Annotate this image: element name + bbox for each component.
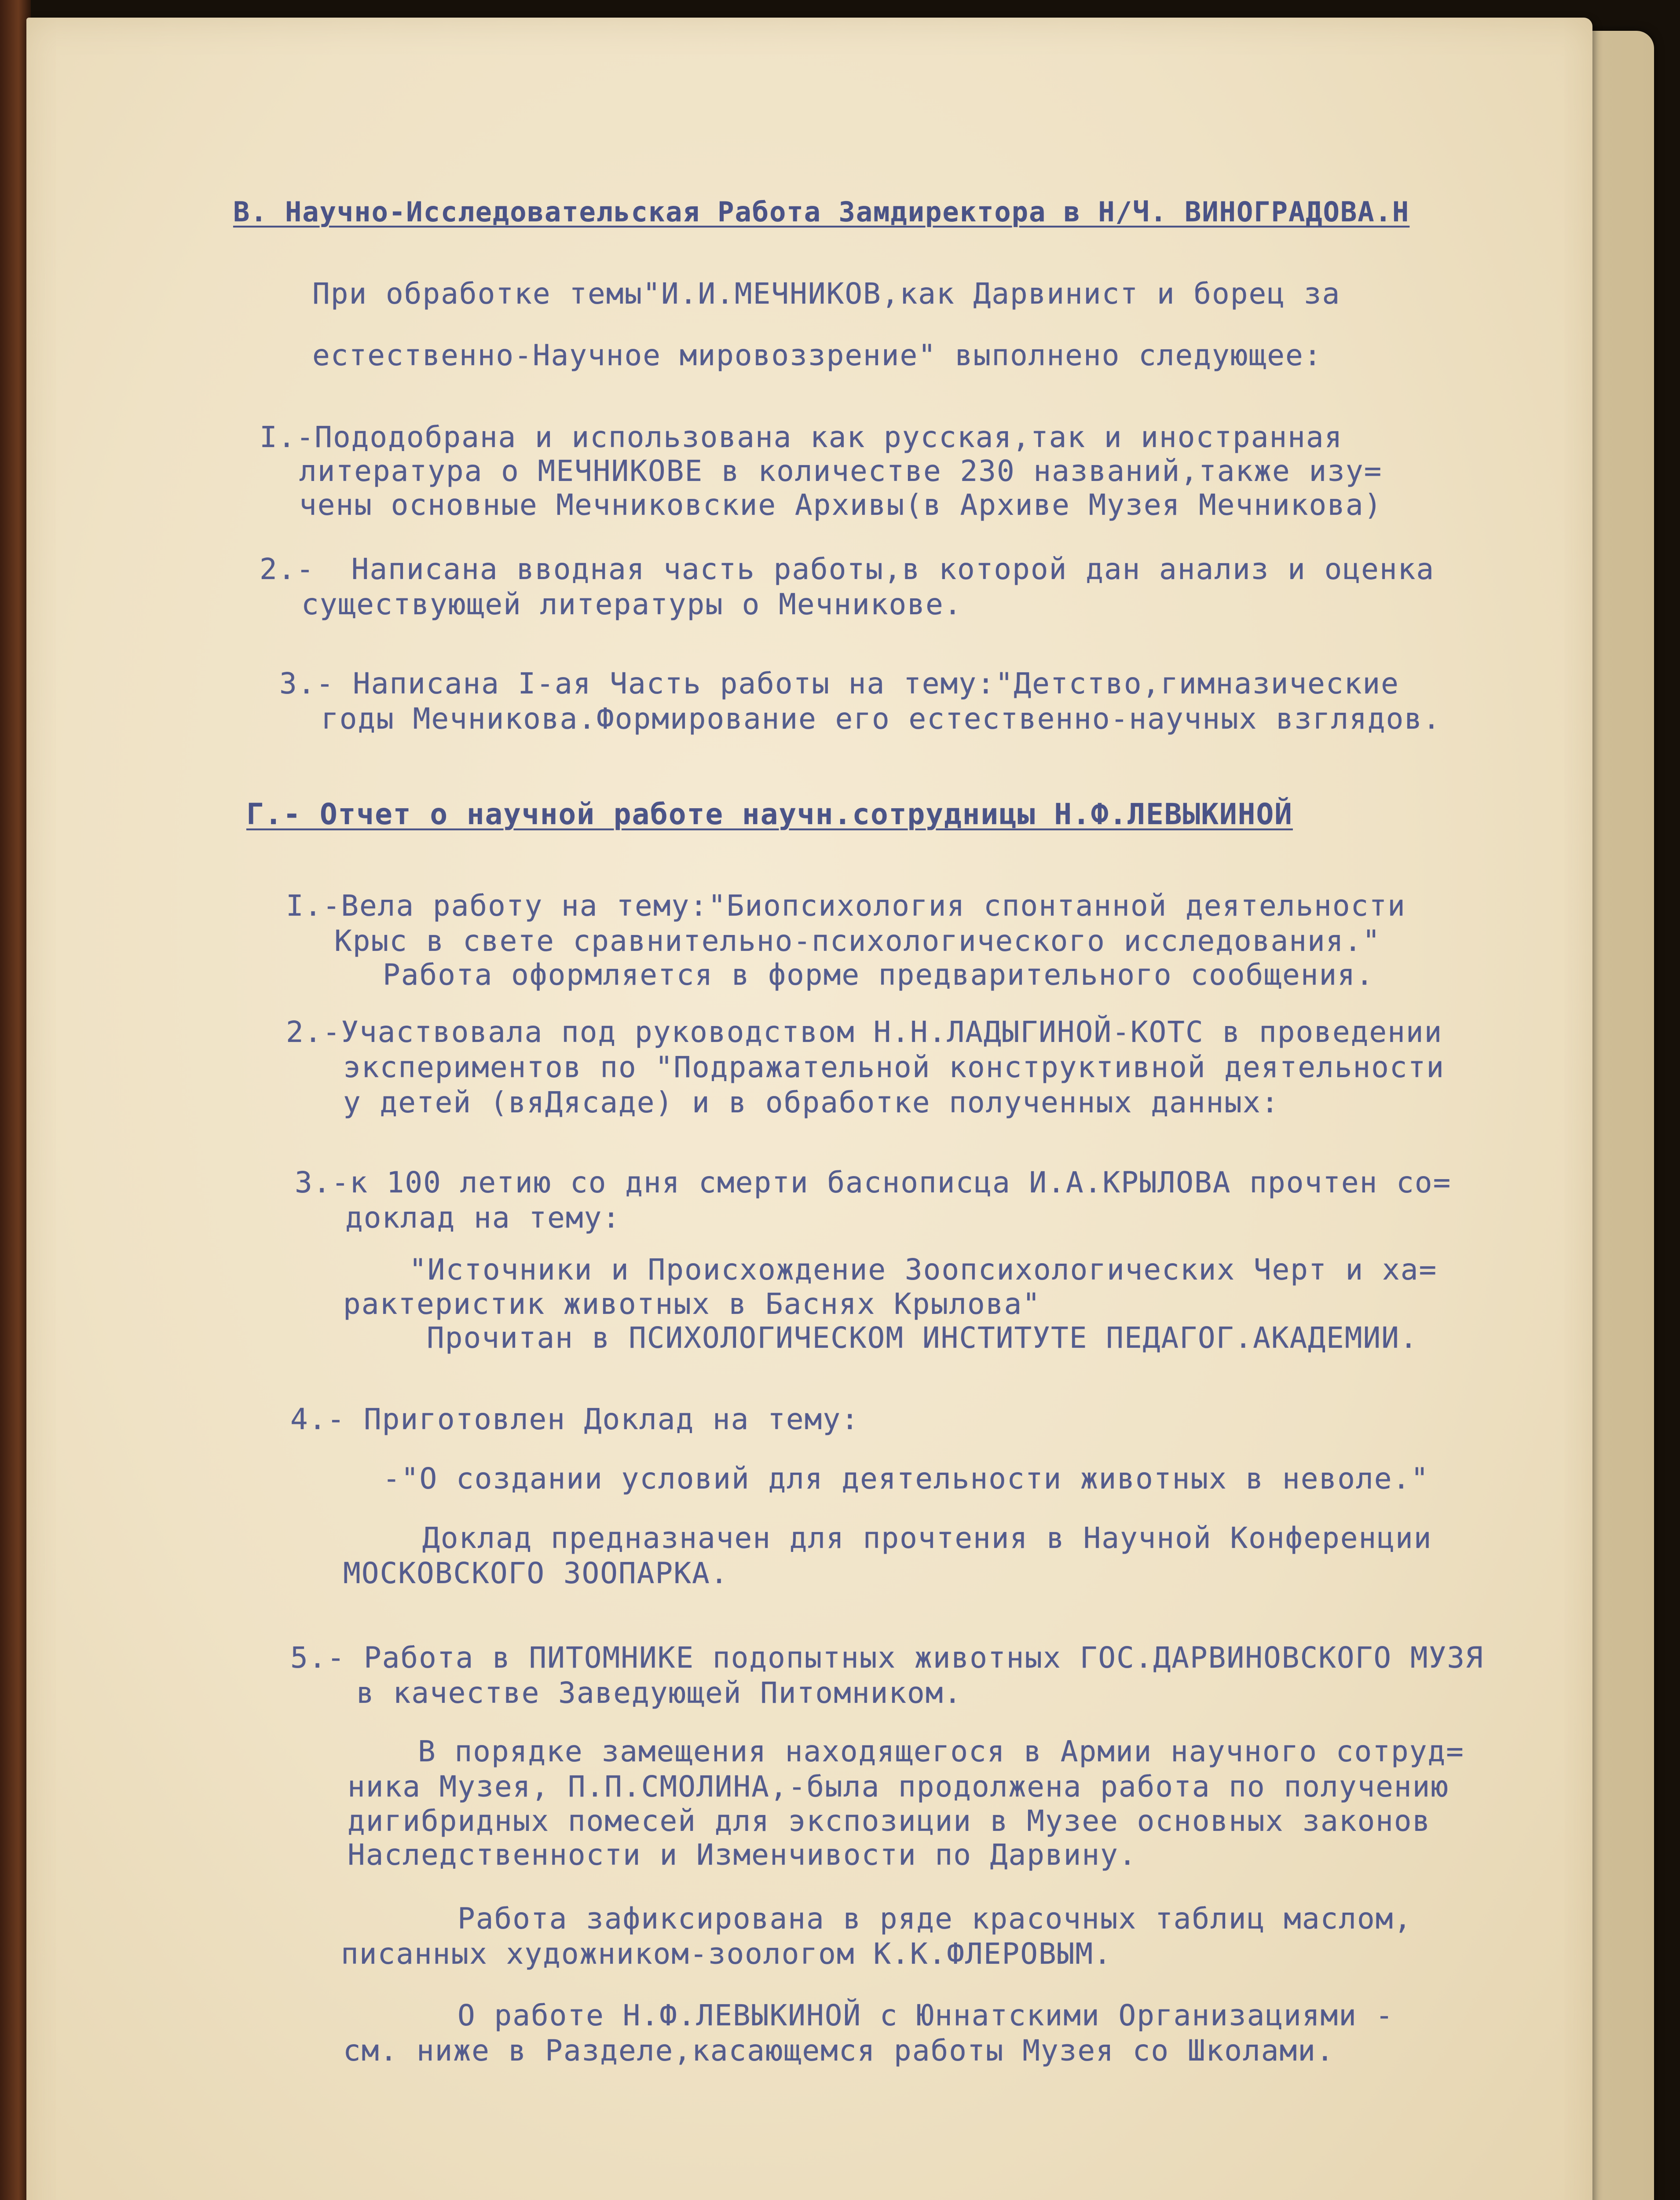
section-g-item-3-line-4: рактеристик животных в Баснях Крылова" [343, 1287, 1041, 1321]
document-page [26, 18, 1592, 2200]
section-g-item-5-line-5: дигибридных помесей для экспозиции в Музее основных законов [348, 1804, 1431, 1838]
section-g-item-5-line-8: писанных художником-зоологом К.К.ФЛЕРОВЫМ. [341, 1937, 1112, 1971]
section-g-item-3-line-1: 3.-к 100 летию со дня смерти баснописца И.А.КРЫЛОВА прочтен со= [295, 1166, 1452, 1199]
section-g-item-1-line-3: Работа оформляется в форме предварительного сообщения. [383, 958, 1374, 992]
section-g-item-3-line-2: доклад на тему: [345, 1201, 621, 1235]
section-v-item-1-line-3: чены основные Мечниковские Архивы(в Архиве Музея Мечникова) [299, 488, 1383, 522]
section-g-item-4-line-2: -"О создании условий для деятельности животных в неволе." [383, 1462, 1429, 1496]
section-g-item-4-line-4: МОСКОВСКОГО ЗООПАРКА. [343, 1556, 729, 1590]
section-v-item-1-line-1: I.-Пододобрана и использована как русская,так и иностранная [260, 420, 1343, 454]
section-g-item-5-line-10: см. ниже в Разделе,касающемся работы Музея со Школами. [343, 2034, 1335, 2068]
section-g-item-3-line-5: Прочитан в ПСИХОЛОГИЧЕСКОМ ИНСТИТУТЕ ПЕДАГОГ.АКАДЕМИИ. [427, 1321, 1418, 1355]
section-g-item-1-line-2: Крыс в свете сравнительно-психологического исследования." [334, 924, 1381, 958]
section-g-item-1-line-1: I.-Вела работу на тему:"Биопсихология спонтанной деятельности [286, 889, 1406, 923]
section-v-intro-line-2: естественно-Научное мировоззрение" выполнено следующее: [312, 338, 1322, 372]
section-v-intro-line-1: При обработке темы"И.И.МЕЧНИКОВ,как Дарвинист и борец за [312, 277, 1341, 311]
section-v-item-2-line-1: 2.- Написана вводная часть работы,в которой дан анализ и оценка [260, 552, 1435, 586]
section-v-item-3-line-2: годы Мечникова.Формирование его естественно-научных взглядов. [321, 702, 1441, 736]
section-g-item-2-line-2: экспериментов по "Подражательной конструктивной деятельности [343, 1050, 1445, 1084]
section-g-item-5-line-2: в качестве Заведующей Питомником. [356, 1676, 963, 1710]
section-g-item-5-line-7: Работа зафиксирована в ряде красочных таблиц маслом, [458, 1902, 1413, 1936]
section-g-item-5-line-9: О работе Н.Ф.ЛЕВЫКИНОЙ с Юннатскими Организациями - [458, 1998, 1394, 2032]
section-g-heading: Г.- Отчет о научной работе научн.сотрудницы Н.Ф.ЛЕВЫКИНОЙ [246, 797, 1293, 831]
section-v-heading: В. Научно-Исследовательская Работа Замдиректора в Н/Ч. ВИНОГРАДОВА.Н [233, 196, 1410, 228]
section-g-item-5-line-4: ника Музея, П.П.СМОЛИНА,-была продолжена работа по получению [348, 1770, 1449, 1804]
section-v-item-2-line-2: существующей литературы о Мечникове. [301, 587, 963, 621]
section-g-item-4-line-3: Доклад предназначен для прочтения в Научной Конференции [422, 1521, 1432, 1555]
section-g-item-2-line-1: 2.-Участвовала под руководством Н.Н.ЛАДЫГИНОЙ-КОТС в проведении [286, 1015, 1443, 1049]
section-g-item-2-line-3: у детей (вяДясаде) и в обработке полученных данных: [343, 1085, 1280, 1119]
section-v-item-3-line-1: 3.- Написана I-ая Часть работы на тему:"Детство,гимназические [279, 667, 1399, 700]
section-v-item-1-line-2: литература о МЕЧНИКОВЕ в количестве 230 названий,также изу= [299, 454, 1383, 488]
section-g-item-5-line-6: Наследственности и Изменчивости по Дарвину. [348, 1838, 1137, 1872]
section-g-item-4-line-1: 4.- Приготовлен Доклад на тему: [290, 1402, 860, 1436]
section-g-item-5-line-1: 5.- Работа в ПИТОМНИКЕ подопытных животных ГОС.ДАРВИНОВСКОГО МУЗЯ [290, 1641, 1484, 1675]
section-g-item-5-line-3: В порядке замещения находящегося в Армии научного сотруд= [418, 1734, 1464, 1768]
section-g-item-3-line-3: "Источники и Происхождение Зоопсихологических Черт и ха= [409, 1253, 1438, 1287]
